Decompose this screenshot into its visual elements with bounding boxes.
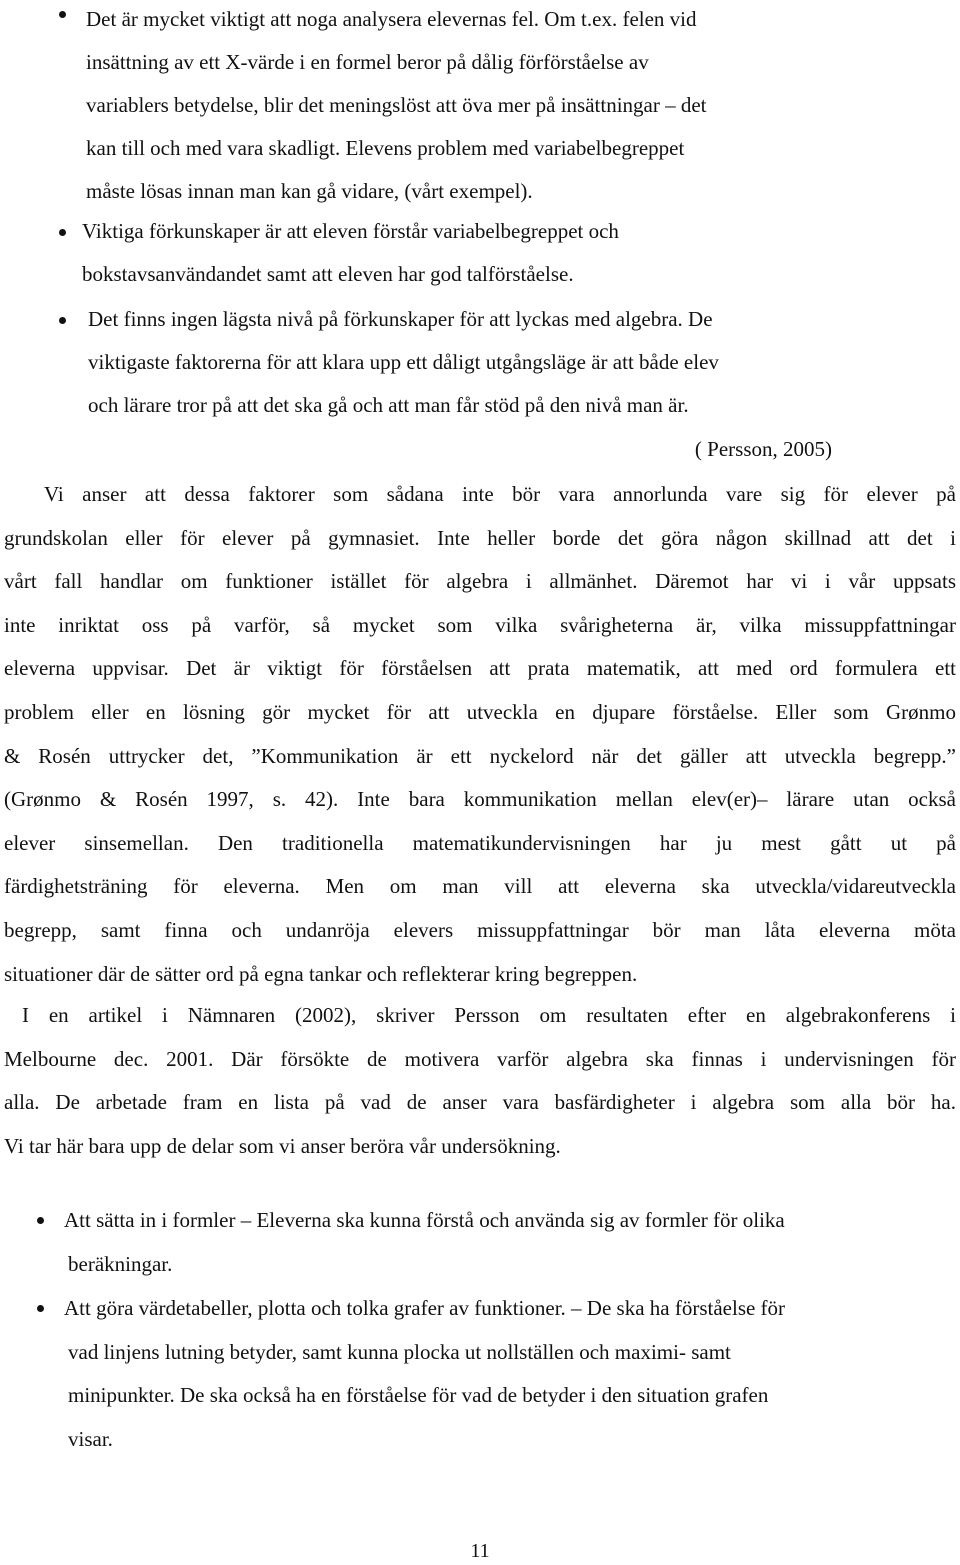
text-line: Vi anser att dessa faktorer som sådana inte bör vara annorlunda vare sig för elever på <box>44 482 956 506</box>
text-line: Melbourne dec. 2001. Där försökte de motivera varför algebra ska finnas i undervisningen för <box>4 1046 956 1071</box>
text-line: vad linjens lutning betyder, samt kunna plocka ut nollställen och maximi- samt <box>68 1339 731 1364</box>
bullet-text <box>82 210 619 296</box>
page-number: 11 <box>470 1540 490 1562</box>
text-line: beräkningar. <box>68 1251 173 1276</box>
bullet-text <box>88 298 719 427</box>
text-line: Att sätta in i formler – Eleverna ska kunna förstå och använda sig av formler för olika <box>64 1208 785 1232</box>
text-line: situationer där de sätter ord på egna tankar och reflekterar kring begreppen. <box>4 961 638 986</box>
text-line: insättning av ett X-värde i en formel beror på dålig förförståelse av <box>86 50 649 74</box>
text-line: minipunkter. De ska också ha en förståelse för vad de betyder i den situation grafen <box>68 1383 769 1408</box>
text-line: Vi tar här bara upp de delar som vi anser beröra vår undersökning. <box>4 1133 561 1158</box>
text-line: och lärare tror på att det ska gå och att man får stöd på den nivå man är. <box>88 393 689 417</box>
paragraph <box>4 473 956 996</box>
bullet-icon <box>59 317 66 324</box>
text-line: variablers betydelse, blir det meningslöst att öva mer på insättningar – det <box>86 93 707 117</box>
text-line: begrepp, samt finna och undanröja elevers missuppfattningar bör man låta eleverna möta <box>4 917 956 942</box>
text-line: färdighetsträning för eleverna. Men om man vill att eleverna ska utveckla/vidareutveckla <box>4 874 956 899</box>
text-line: problem eller en lösning gör mycket för att utveckla en djupare förståelse. Eller som Grønmo <box>4 699 956 724</box>
text-line: inte inriktat oss på varför, så mycket som vilka svårigheterna är, vilka missuppfattningar <box>4 612 956 637</box>
bullet-icon <box>37 1305 44 1312</box>
text-line: bokstavsanvändandet samt att eleven har god talförståelse. <box>82 262 574 286</box>
bullet-text <box>64 1287 785 1461</box>
citation: ( Persson, 2005) <box>694 437 832 461</box>
text-line: Det finns ingen lägsta nivå på förkunskaper för att lyckas med algebra. De <box>88 307 713 331</box>
text-line: viktigaste faktorerna för att klara upp ett dåligt utgångsläge är att både elev <box>88 350 719 374</box>
text-line: kan till och med vara skadligt. Elevens problem med variabelbegreppet <box>86 136 685 160</box>
text-line: & Rosén uttrycker det, ”Kommunikation är ett nyckelord när det gäller att utveckla begrepp.” <box>4 743 956 768</box>
text-line: elever sinsemellan. Den traditionella matematikundervisningen har ju mest gått ut på <box>4 830 956 855</box>
bullet-text <box>86 0 707 213</box>
text-line: alla. De arbetade fram en lista på vad de anser vara basfärdigheter i algebra som alla bör ha. <box>4 1090 956 1115</box>
bullet-icon <box>59 229 66 236</box>
bullet-text <box>64 1199 785 1286</box>
text-line: visar. <box>68 1426 113 1451</box>
text-line: vårt fall handlar om funktioner istället för algebra i allmänhet. Däremot har vi i vår uppsats <box>4 569 956 594</box>
text-line: grundskolan eller för elever på gymnasiet. Inte heller borde det göra någon skillnad att det i <box>4 525 956 550</box>
text-line: (Grønmo & Rosén 1997, s. 42). Inte bara kommunikation mellan elev(er)– lärare utan också <box>4 787 956 812</box>
text-line: Viktiga förkunskaper är att eleven förstår variabelbegreppet och <box>82 219 619 243</box>
text-line: I en artikel i Nämnaren (2002), skriver Persson om resultaten efter en algebrakonferens i <box>22 1003 956 1027</box>
text-line: Det är mycket viktigt att noga analysera elevernas fel. Om t.ex. felen vid <box>86 7 697 31</box>
paragraph <box>4 994 956 1168</box>
text-line: måste lösas innan man kan gå vidare, (vårt exempel). <box>86 179 533 203</box>
text-line: eleverna uppvisar. Det är viktigt för förståelsen att prata matematik, att med ord formulera ett <box>4 656 956 681</box>
bullet-icon <box>37 1217 44 1224</box>
bullet-icon <box>59 11 66 18</box>
text-line: Att göra värdetabeller, plotta och tolka grafer av funktioner. – De ska ha förståelse för <box>64 1296 786 1320</box>
